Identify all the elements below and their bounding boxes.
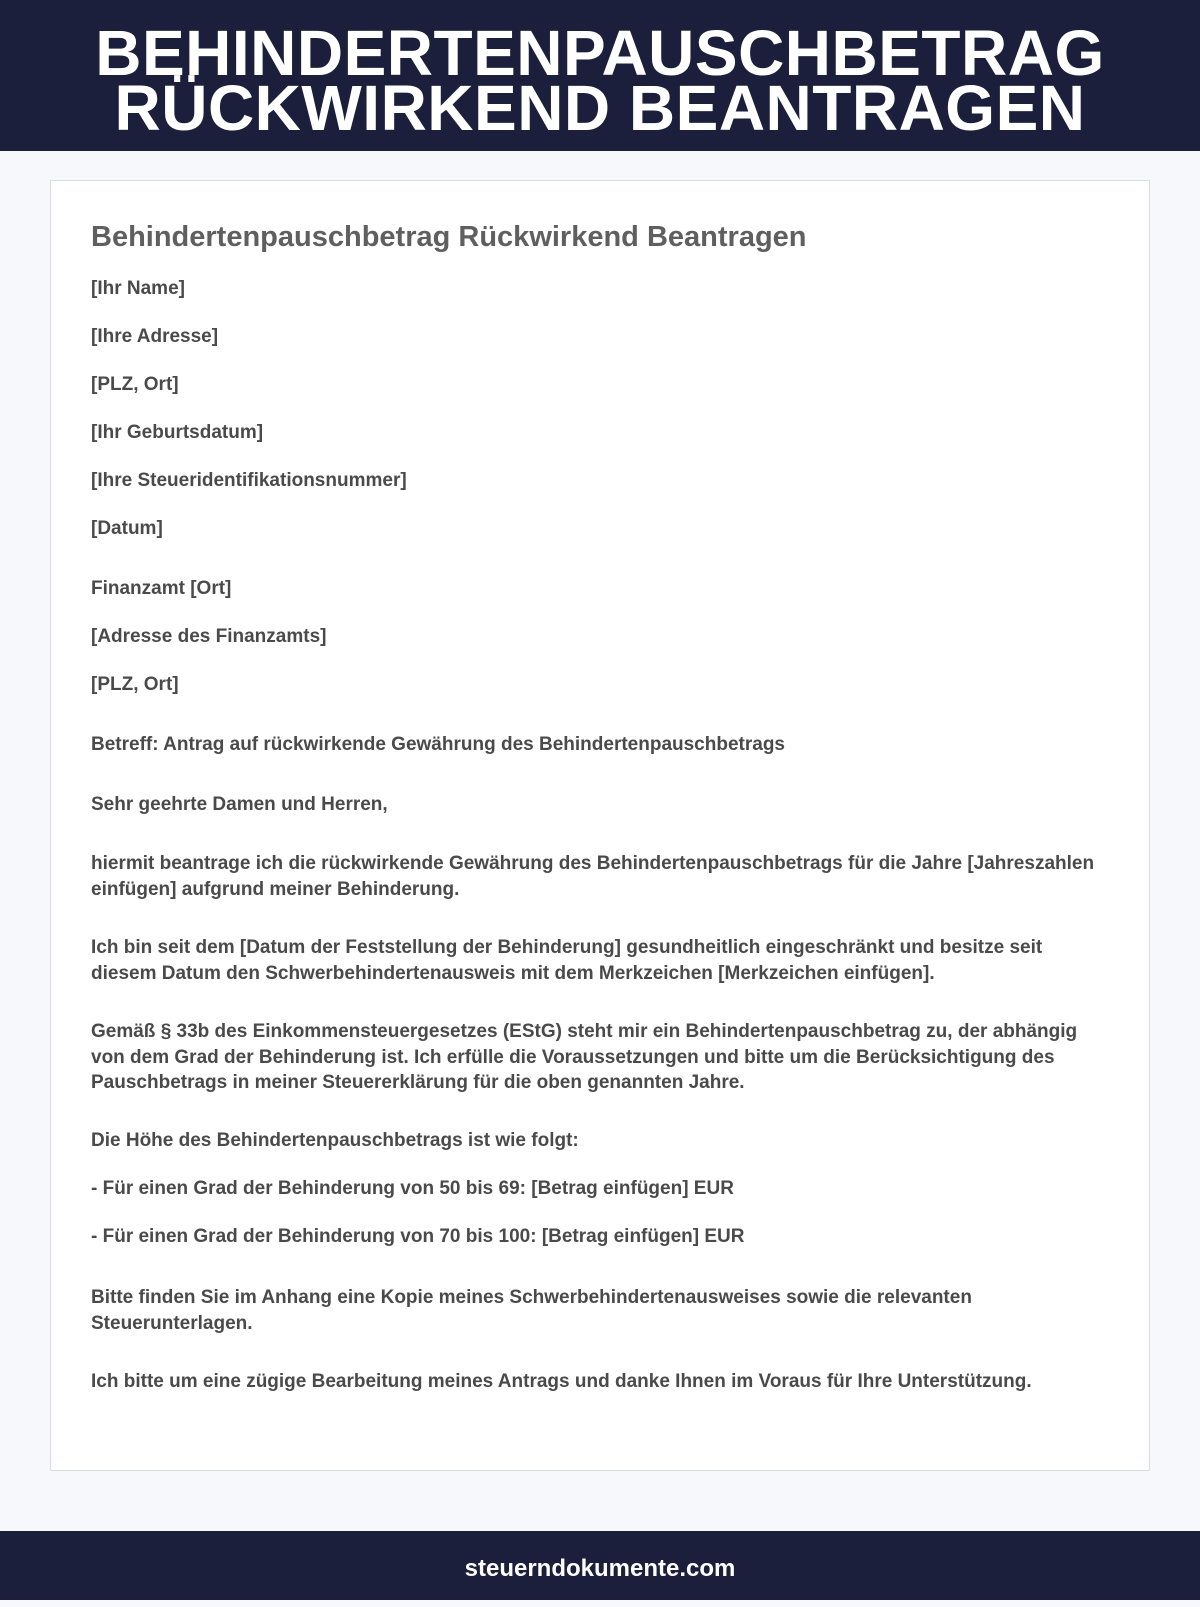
document-title: Behindertenpauschbetrag Rückwirkend Beantragen <box>91 221 807 253</box>
recipient-city: [PLZ, Ort] <box>91 674 179 695</box>
recipient-address: [Adresse des Finanzamts] <box>91 626 327 647</box>
footer-site-name: steuerndokumente.com <box>464 1555 736 1582</box>
body-paragraph: Die Höhe des Behindertenpauschbetrags ist wie folgt: <box>91 1130 579 1151</box>
amount-list-item: - Für einen Grad der Behinderung von 70 bis 100: [Betrag einfügen] EUR <box>91 1226 745 1247</box>
sender-birthdate: [Ihr Geburtsdatum] <box>91 422 264 443</box>
subject-line: Betreff: Antrag auf rückwirkende Gewährung des Behindertenpauschbetrags <box>91 734 785 755</box>
recipient-office: Finanzamt [Ort] <box>91 578 232 599</box>
banner-title-line-2: RÜCKWIRKEND BEANTRAGEN <box>114 72 1086 144</box>
closing-paragraph: Ich bitte um eine zügige Bearbeitung meines Antrags und danke Ihnen im Voraus für Ihre Unterstützung. <box>91 1371 1032 1392</box>
title-banner <box>0 0 1200 151</box>
banner-title-line-1: BEHINDERTENPAUSCHBETRAG <box>95 17 1105 89</box>
sender-city: [PLZ, Ort] <box>91 374 179 395</box>
sender-name: [Ihr Name] <box>91 278 185 299</box>
sender-tax-id: [Ihre Steueridentifikationsnummer] <box>91 470 407 491</box>
salutation: Sehr geehrte Damen und Herren, <box>91 794 388 815</box>
letter-card <box>50 180 1150 1471</box>
amount-list-item: - Für einen Grad der Behinderung von 50 bis 69: [Betrag einfügen] EUR <box>91 1178 734 1199</box>
body-paragraph: hiermit beantrage ich die rückwirkende Gewährung des Behindertenpauschbetrags für die Jahre [Jahreszahlen einfügen] aufgrund meiner Behinderung. <box>91 853 1095 900</box>
body-paragraph: Ich bin seit dem [Datum der Feststellung der Behinderung] gesundheitlich eingeschränkt und besitze seit diesem Datum den Schwerbehindertenausweis mit dem Merkzeichen [Merkzeichen einfügen]. <box>91 937 1043 984</box>
closing-paragraph: Bitte finden Sie im Anhang eine Kopie meines Schwerbehindertenausweises sowie die relevanten Steuerunterlagen. <box>91 1287 972 1334</box>
body-paragraph: Gemäß § 33b des Einkommensteuergesetzes (EStG) steht mir ein Behindertenpauschbetrag zu, der abhängig von dem Grad der Behinderung ist. Ich erfülle die Voraussetzungen und bitte um die Berücksichtigung des Pauschbetrags in meiner Steuererklärung für die oben genannten Jahre. <box>91 1021 1078 1093</box>
sender-address: [Ihre Adresse] <box>91 326 219 347</box>
site-footer <box>0 1531 1200 1600</box>
letter-date: [Datum] <box>91 518 163 539</box>
